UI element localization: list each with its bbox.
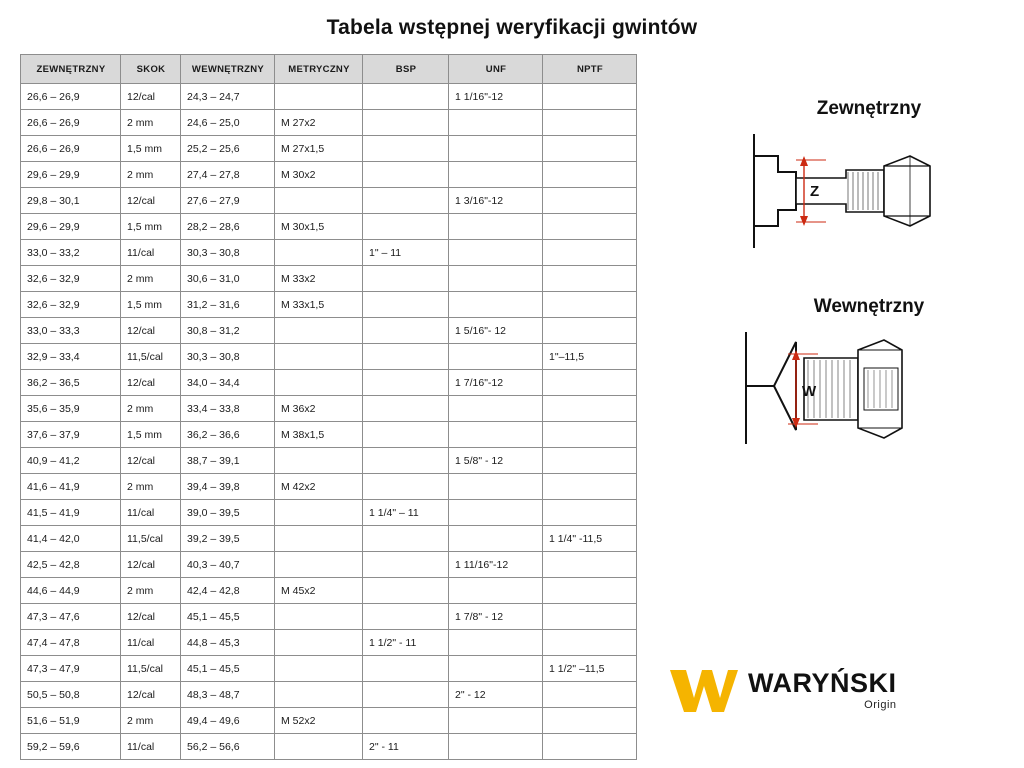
table-row xyxy=(21,214,637,240)
cell-wewnetrzny: 49,4 – 49,6 xyxy=(181,708,275,734)
cell-wewnetrzny: 42,4 – 42,8 xyxy=(181,578,275,604)
cell-wewnetrzny: 33,4 – 33,8 xyxy=(181,396,275,422)
cell-unf xyxy=(449,396,543,422)
cell-wewnetrzny: 28,2 – 28,6 xyxy=(181,214,275,240)
cell-zewnetrzny: 29,6 – 29,9 xyxy=(21,162,121,188)
cell-skok: 12/cal xyxy=(121,318,181,344)
cell-skok: 12/cal xyxy=(121,448,181,474)
cell-wewnetrzny: 48,3 – 48,7 xyxy=(181,682,275,708)
cell-wewnetrzny: 31,2 – 31,6 xyxy=(181,292,275,318)
waryanski-w-mark-icon xyxy=(668,664,740,716)
cell-unf xyxy=(449,136,543,162)
cell-metryczny xyxy=(275,656,363,682)
cell-skok: 2 mm xyxy=(121,266,181,292)
cell-bsp xyxy=(363,318,449,344)
cell-unf xyxy=(449,578,543,604)
cell-skok: 11,5/cal xyxy=(121,344,181,370)
table-row xyxy=(21,84,637,110)
table-row xyxy=(21,318,637,344)
cell-skok: 2 mm xyxy=(121,396,181,422)
cell-unf: 1 7/8" - 12 xyxy=(449,604,543,630)
cell-metryczny xyxy=(275,682,363,708)
table-row xyxy=(21,344,637,370)
cell-unf: 1 3/16"-12 xyxy=(449,188,543,214)
cell-bsp xyxy=(363,344,449,370)
cell-zewnetrzny: 26,6 – 26,9 xyxy=(21,84,121,110)
cell-metryczny: M 33x1,5 xyxy=(275,292,363,318)
cell-nptf xyxy=(543,188,637,214)
cell-bsp xyxy=(363,370,449,396)
cell-wewnetrzny: 27,6 – 27,9 xyxy=(181,188,275,214)
cell-wewnetrzny: 30,3 – 30,8 xyxy=(181,240,275,266)
cell-unf xyxy=(449,630,543,656)
cell-metryczny xyxy=(275,526,363,552)
cell-wewnetrzny: 39,2 – 39,5 xyxy=(181,526,275,552)
cell-wewnetrzny: 24,6 – 25,0 xyxy=(181,110,275,136)
table-row xyxy=(21,396,637,422)
cell-skok: 12/cal xyxy=(121,604,181,630)
cell-bsp xyxy=(363,604,449,630)
cell-nptf: 1 1/4" -11,5 xyxy=(543,526,637,552)
cell-nptf xyxy=(543,552,637,578)
cell-nptf xyxy=(543,266,637,292)
column-header-bsp: BSP xyxy=(363,55,449,84)
column-header-skok: SKOK xyxy=(121,55,181,84)
cell-unf: 2" - 12 xyxy=(449,682,543,708)
cell-bsp xyxy=(363,448,449,474)
table-row xyxy=(21,604,637,630)
table-row xyxy=(21,734,637,760)
table-row xyxy=(21,708,637,734)
cell-nptf xyxy=(543,448,637,474)
cell-zewnetrzny: 32,9 – 33,4 xyxy=(21,344,121,370)
table-row xyxy=(21,552,637,578)
cell-metryczny: M 42x2 xyxy=(275,474,363,500)
cell-zewnetrzny: 26,6 – 26,9 xyxy=(21,110,121,136)
cell-zewnetrzny: 33,0 – 33,2 xyxy=(21,240,121,266)
cell-zewnetrzny: 47,3 – 47,6 xyxy=(21,604,121,630)
cell-wewnetrzny: 56,2 – 56,6 xyxy=(181,734,275,760)
cell-zewnetrzny: 35,6 – 35,9 xyxy=(21,396,121,422)
cell-skok: 2 mm xyxy=(121,162,181,188)
table-row xyxy=(21,500,637,526)
cell-metryczny xyxy=(275,240,363,266)
table-header-row xyxy=(21,55,637,84)
table-row xyxy=(21,526,637,552)
company-logo xyxy=(668,664,897,716)
cell-metryczny xyxy=(275,734,363,760)
table-row xyxy=(21,474,637,500)
column-header-zewnetrzny: ZEWNĘTRZNY xyxy=(21,55,121,84)
cell-nptf xyxy=(543,630,637,656)
cell-skok: 11/cal xyxy=(121,630,181,656)
cell-bsp xyxy=(363,682,449,708)
cell-nptf xyxy=(543,604,637,630)
cell-bsp xyxy=(363,188,449,214)
cell-wewnetrzny: 30,3 – 30,8 xyxy=(181,344,275,370)
cell-zewnetrzny: 47,3 – 47,9 xyxy=(21,656,121,682)
cell-metryczny xyxy=(275,84,363,110)
cell-skok: 11/cal xyxy=(121,240,181,266)
cell-unf xyxy=(449,734,543,760)
cell-wewnetrzny: 45,1 – 45,5 xyxy=(181,656,275,682)
cell-zewnetrzny: 44,6 – 44,9 xyxy=(21,578,121,604)
cell-wewnetrzny: 30,8 – 31,2 xyxy=(181,318,275,344)
cell-metryczny: M 36x2 xyxy=(275,396,363,422)
cell-bsp xyxy=(363,292,449,318)
cell-unf xyxy=(449,266,543,292)
cell-wewnetrzny: 39,0 – 39,5 xyxy=(181,500,275,526)
cell-bsp xyxy=(363,136,449,162)
cell-skok: 2 mm xyxy=(121,474,181,500)
cell-bsp xyxy=(363,422,449,448)
cell-metryczny xyxy=(275,370,363,396)
cell-unf xyxy=(449,708,543,734)
table-row xyxy=(21,448,637,474)
cell-bsp xyxy=(363,708,449,734)
cell-unf xyxy=(449,292,543,318)
internal-thread-measure-diagram xyxy=(734,324,1002,454)
cell-nptf xyxy=(543,396,637,422)
cell-skok: 11/cal xyxy=(121,500,181,526)
cell-wewnetrzny: 34,0 – 34,4 xyxy=(181,370,275,396)
cell-nptf xyxy=(543,214,637,240)
cell-skok: 11/cal xyxy=(121,734,181,760)
cell-metryczny xyxy=(275,448,363,474)
table-row xyxy=(21,630,637,656)
table-body xyxy=(21,84,637,760)
cell-zewnetrzny: 40,9 – 41,2 xyxy=(21,448,121,474)
cell-wewnetrzny: 25,2 – 25,6 xyxy=(181,136,275,162)
cell-skok: 11,5/cal xyxy=(121,656,181,682)
table-row xyxy=(21,240,637,266)
cell-bsp xyxy=(363,214,449,240)
cell-skok: 12/cal xyxy=(121,370,181,396)
cell-unf: 1 11/16"-12 xyxy=(449,552,543,578)
cell-unf xyxy=(449,474,543,500)
cell-unf xyxy=(449,500,543,526)
cell-nptf xyxy=(543,84,637,110)
cell-bsp xyxy=(363,84,449,110)
cell-unf xyxy=(449,526,543,552)
cell-bsp xyxy=(363,526,449,552)
table-row xyxy=(21,266,637,292)
cell-skok: 1,5 mm xyxy=(121,214,181,240)
logo-wordmark: WARYŃSKI xyxy=(748,667,897,698)
cell-bsp xyxy=(363,110,449,136)
cell-wewnetrzny: 40,3 – 40,7 xyxy=(181,552,275,578)
cell-zewnetrzny: 41,6 – 41,9 xyxy=(21,474,121,500)
cell-zewnetrzny: 50,5 – 50,8 xyxy=(21,682,121,708)
cell-skok: 2 mm xyxy=(121,708,181,734)
cell-wewnetrzny: 45,1 – 45,5 xyxy=(181,604,275,630)
cell-zewnetrzny: 41,5 – 41,9 xyxy=(21,500,121,526)
cell-zewnetrzny: 41,4 – 42,0 xyxy=(21,526,121,552)
cell-wewnetrzny: 30,6 – 31,0 xyxy=(181,266,275,292)
cell-skok: 1,5 mm xyxy=(121,422,181,448)
cell-nptf xyxy=(543,682,637,708)
table-row xyxy=(21,370,637,396)
cell-wewnetrzny: 24,3 – 24,7 xyxy=(181,84,275,110)
cell-zewnetrzny: 29,8 – 30,1 xyxy=(21,188,121,214)
column-header-nptf: NPTF xyxy=(543,55,637,84)
cell-metryczny: M 30x2 xyxy=(275,162,363,188)
cell-nptf xyxy=(543,136,637,162)
figures-panel xyxy=(734,98,1004,454)
page-title: Tabela wstępnej weryfikacji gwintów xyxy=(326,16,698,39)
cell-nptf xyxy=(543,318,637,344)
cell-zewnetrzny: 36,2 – 36,5 xyxy=(21,370,121,396)
cell-metryczny: M 33x2 xyxy=(275,266,363,292)
table-row xyxy=(21,422,637,448)
cell-unf xyxy=(449,344,543,370)
cell-zewnetrzny: 26,6 – 26,9 xyxy=(21,136,121,162)
column-header-metryczny: METRYCZNY xyxy=(275,55,363,84)
cell-nptf xyxy=(543,708,637,734)
cell-bsp xyxy=(363,266,449,292)
cell-wewnetrzny: 36,2 – 36,6 xyxy=(181,422,275,448)
cell-metryczny xyxy=(275,318,363,344)
cell-bsp xyxy=(363,656,449,682)
cell-bsp xyxy=(363,578,449,604)
cell-nptf xyxy=(543,500,637,526)
table-row xyxy=(21,656,637,682)
cell-skok: 12/cal xyxy=(121,84,181,110)
cell-nptf xyxy=(543,162,637,188)
cell-bsp xyxy=(363,162,449,188)
cell-nptf xyxy=(543,292,637,318)
logo-text xyxy=(748,667,897,711)
cell-skok: 1,5 mm xyxy=(121,292,181,318)
cell-zewnetrzny: 51,6 – 51,9 xyxy=(21,708,121,734)
cell-nptf xyxy=(543,110,637,136)
cell-metryczny: M 27x2 xyxy=(275,110,363,136)
cell-zewnetrzny: 47,4 – 47,8 xyxy=(21,630,121,656)
cell-metryczny xyxy=(275,630,363,656)
column-header-wewnetrzny: WEWNĘTRZNY xyxy=(181,55,275,84)
threads-table xyxy=(20,54,637,760)
cell-bsp: 1 1/4" – 11 xyxy=(363,500,449,526)
cell-metryczny: M 45x2 xyxy=(275,578,363,604)
external-thread-measure-diagram xyxy=(734,126,1002,256)
cell-wewnetrzny: 38,7 – 39,1 xyxy=(181,448,275,474)
cell-wewnetrzny: 44,8 – 45,3 xyxy=(181,630,275,656)
cell-metryczny xyxy=(275,552,363,578)
figure-internal-dimension-label: W xyxy=(802,383,817,400)
cell-bsp: 2" - 11 xyxy=(363,734,449,760)
cell-bsp: 1" – 11 xyxy=(363,240,449,266)
cell-zewnetrzny: 42,5 – 42,8 xyxy=(21,552,121,578)
cell-zewnetrzny: 32,6 – 32,9 xyxy=(21,266,121,292)
cell-nptf xyxy=(543,370,637,396)
cell-zewnetrzny: 37,6 – 37,9 xyxy=(21,422,121,448)
cell-unf xyxy=(449,240,543,266)
logo-tagline: Origin xyxy=(864,698,897,711)
cell-zewnetrzny: 29,6 – 29,9 xyxy=(21,214,121,240)
cell-nptf xyxy=(543,734,637,760)
cell-nptf: 1 1/2" –11,5 xyxy=(543,656,637,682)
cell-metryczny: M 30x1,5 xyxy=(275,214,363,240)
cell-metryczny xyxy=(275,188,363,214)
cell-skok: 12/cal xyxy=(121,682,181,708)
cell-wewnetrzny: 27,4 – 27,8 xyxy=(181,162,275,188)
table-row xyxy=(21,578,637,604)
cell-unf: 1 5/8" - 12 xyxy=(449,448,543,474)
cell-nptf xyxy=(543,474,637,500)
cell-skok: 2 mm xyxy=(121,110,181,136)
cell-bsp xyxy=(363,396,449,422)
page-layout xyxy=(0,40,1024,760)
table-row xyxy=(21,110,637,136)
cell-nptf xyxy=(543,240,637,266)
table-row xyxy=(21,188,637,214)
figure-external xyxy=(734,126,1002,256)
cell-nptf xyxy=(543,578,637,604)
threads-table-container xyxy=(20,54,636,760)
cell-metryczny xyxy=(275,344,363,370)
cell-metryczny: M 38x1,5 xyxy=(275,422,363,448)
cell-unf xyxy=(449,162,543,188)
column-header-unf: UNF xyxy=(449,55,543,84)
cell-skok: 12/cal xyxy=(121,188,181,214)
cell-metryczny: M 52x2 xyxy=(275,708,363,734)
cell-wewnetrzny: 39,4 – 39,8 xyxy=(181,474,275,500)
cell-bsp xyxy=(363,474,449,500)
table-row xyxy=(21,682,637,708)
figure-internal xyxy=(734,324,1002,454)
cell-bsp: 1 1/2" - 11 xyxy=(363,630,449,656)
cell-metryczny xyxy=(275,604,363,630)
cell-unf xyxy=(449,214,543,240)
figure-internal-title: Wewnętrzny xyxy=(813,296,925,317)
cell-nptf: 1"–11,5 xyxy=(543,344,637,370)
table-row xyxy=(21,136,637,162)
cell-zewnetrzny: 33,0 – 33,3 xyxy=(21,318,121,344)
cell-bsp xyxy=(363,552,449,578)
cell-unf xyxy=(449,422,543,448)
figure-external-title: Zewnętrzny xyxy=(816,98,922,119)
table-row xyxy=(21,162,637,188)
cell-skok: 2 mm xyxy=(121,578,181,604)
cell-skok: 1,5 mm xyxy=(121,136,181,162)
cell-metryczny xyxy=(275,500,363,526)
cell-unf: 1 5/16"- 12 xyxy=(449,318,543,344)
table-row xyxy=(21,292,637,318)
cell-nptf xyxy=(543,422,637,448)
cell-unf: 1 7/16"-12 xyxy=(449,370,543,396)
cell-skok: 12/cal xyxy=(121,552,181,578)
cell-skok: 11,5/cal xyxy=(121,526,181,552)
cell-unf: 1 1/16"-12 xyxy=(449,84,543,110)
cell-unf xyxy=(449,656,543,682)
figure-external-dimension-label: Z xyxy=(810,183,820,200)
cell-metryczny: M 27x1,5 xyxy=(275,136,363,162)
cell-unf xyxy=(449,110,543,136)
cell-zewnetrzny: 32,6 – 32,9 xyxy=(21,292,121,318)
cell-zewnetrzny: 59,2 – 59,6 xyxy=(21,734,121,760)
